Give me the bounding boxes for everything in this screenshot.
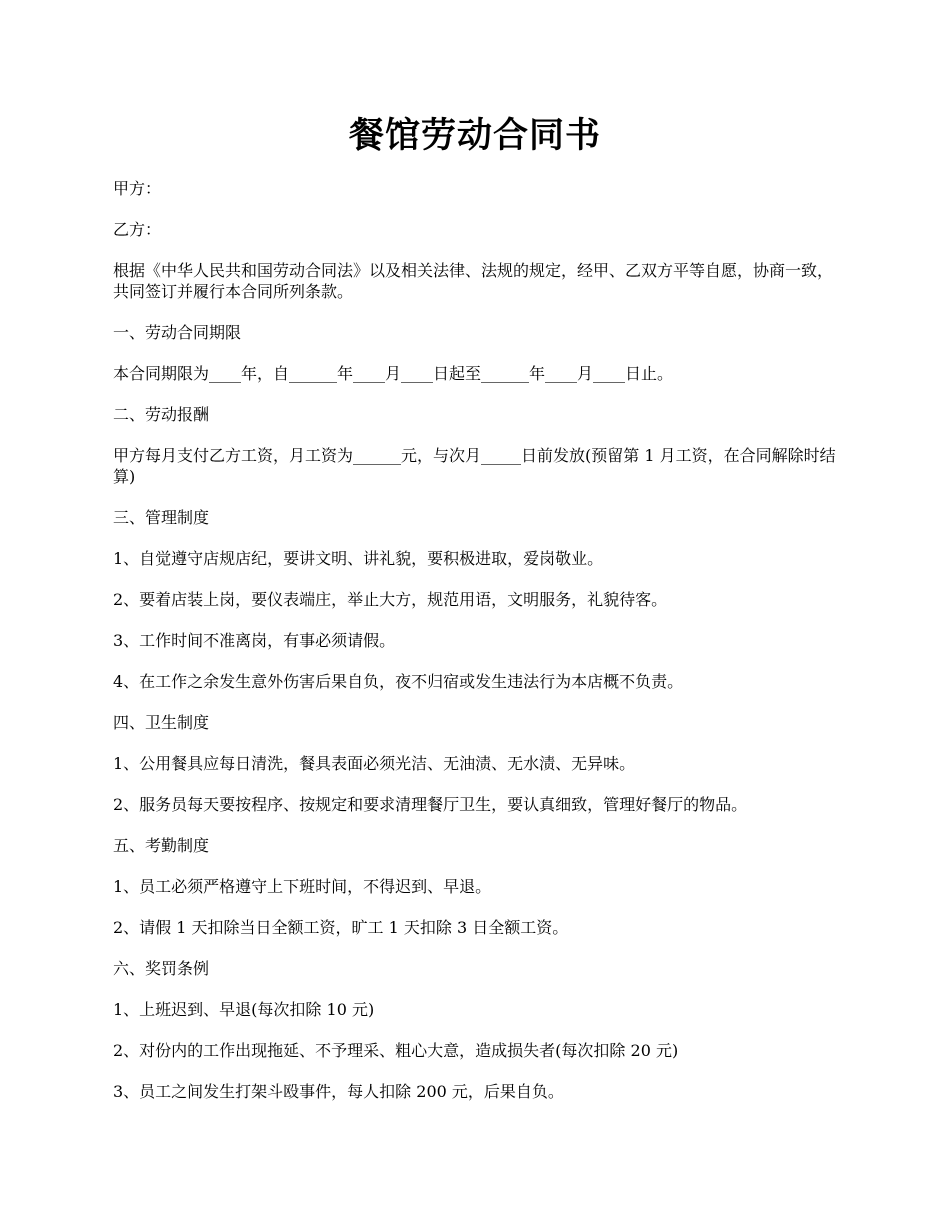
management-item-3: 3、工作时间不准离岗，有事必须请假。 (113, 631, 396, 650)
hygiene-item-2: 2、服务员每天要按程序、按规定和要求清理餐厅卫生，要认真细致，管理好餐厅的物品。 (113, 795, 748, 814)
section-heading-pay: 二、劳动报酬 (113, 405, 210, 424)
document-body (113, 178, 848, 1122)
preamble-paragraph: 根据《中华人民共和国劳动合同法》以及相关法律、法规的规定，经甲、乙双方平等自愿，协商一致，共同签订并履行本合同所列条款。 (113, 261, 834, 301)
attendance-item-1: 1、员工必须严格遵守上下班时间，不得迟到、早退。 (113, 877, 492, 896)
section-heading-rewards: 六、奖罚条例 (113, 959, 210, 978)
section-heading-attendance: 五、考勤制度 (113, 836, 210, 855)
rewards-item-3: 3、员工之间发生打架斗殴事件，每人扣除 200 元，后果自负。 (113, 1082, 564, 1101)
contract-term-paragraph: 本合同期限为____年，自______年____月____日起至______年____月____日止。 (113, 364, 674, 383)
section-heading-management: 三、管理制度 (113, 508, 210, 527)
management-item-4: 4、在工作之余发生意外伤害后果自负，夜不归宿或发生违法行为本店概不负责。 (113, 672, 684, 691)
rewards-item-2: 2、对份内的工作出现拖延、不予理采、粗心大意，造成损失者(每次扣除 20 元) (113, 1041, 679, 1060)
pay-paragraph: 甲方每月支付乙方工资，月工资为______元，与次月_____日前发放(预留第 1 月工资，在合同解除时结算) (113, 446, 836, 486)
rewards-item-1: 1、上班迟到、早退(每次扣除 10 元) (113, 1000, 375, 1019)
attendance-item-2: 2、请假 1 天扣除当日全额工资，旷工 1 天扣除 3 日全额工资。 (113, 918, 569, 937)
section-heading-hygiene: 四、卫生制度 (113, 713, 210, 732)
management-item-2: 2、要着店装上岗，要仪表端庄，举止大方，规范用语，文明服务，礼貌待客。 (113, 590, 668, 609)
section-heading-term: 一、劳动合同期限 (113, 323, 242, 342)
document-title: 餐馆劳动合同书 (348, 115, 601, 156)
hygiene-item-1: 1、公用餐具应每日清洗，餐具表面必须光洁、无油渍、无水渍、无异味。 (113, 754, 636, 773)
party-b-line: 乙方： (113, 220, 162, 239)
management-item-1: 1、自觉遵守店规店纪，要讲文明、讲礼貌，要积极进取，爱岗敬业。 (113, 549, 604, 568)
party-a-line: 甲方： (113, 179, 162, 198)
